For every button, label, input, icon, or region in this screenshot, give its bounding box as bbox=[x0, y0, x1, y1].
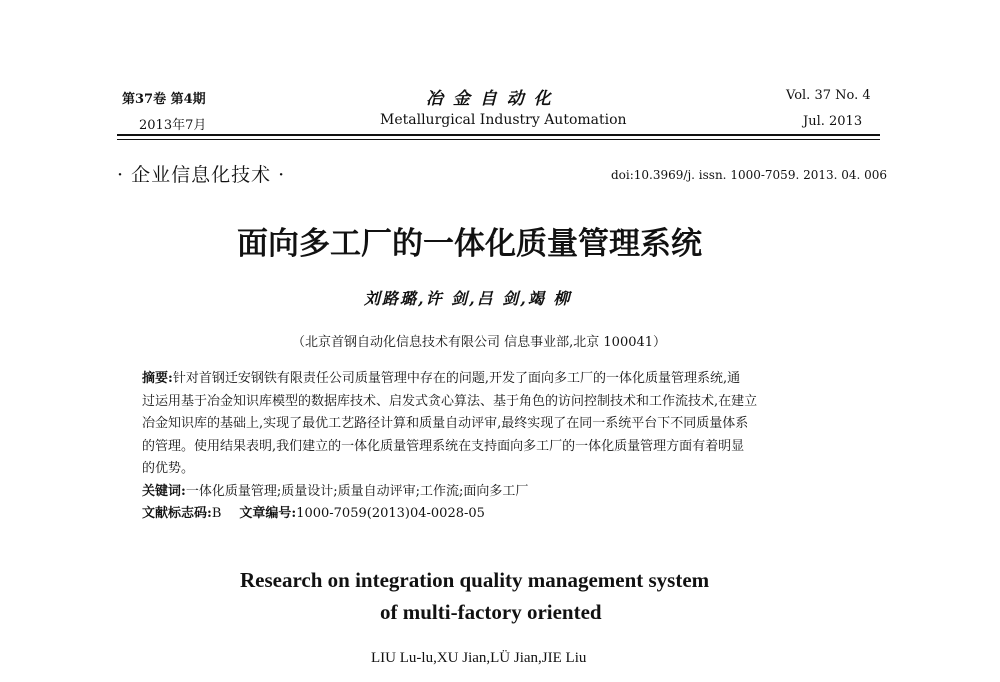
header-rule-bottom bbox=[117, 139, 880, 140]
date-en: Jul. 2013 bbox=[803, 114, 863, 129]
date-cn: 2013年7月 bbox=[139, 118, 207, 133]
journal-title-en: Metallurgical Industry Automation bbox=[380, 112, 627, 128]
journal-title-cn: 冶 金 自 动 化 bbox=[426, 89, 553, 109]
abstract-line-2: 过运用基于冶金知识库模型的数据库技术、启发式贪心算法、基于角色的访问控制技术和工作流技术,在建立 bbox=[142, 393, 758, 409]
keywords-line bbox=[142, 481, 862, 504]
doc-code-label: 文献标志码: bbox=[142, 506, 212, 521]
keywords-text: 一体化质量管理;质量设计;质量自动评审;工作流;面向多工厂 bbox=[185, 483, 529, 499]
article-title-en-line-1: Research on integration quality management system bbox=[240, 568, 710, 592]
article-title-en-line-2: of multi-factory oriented bbox=[380, 600, 602, 624]
article-number-value: 1000-7059(2013)04-0028-05 bbox=[296, 506, 485, 521]
volume-issue-en: Vol. 37 No. 4 bbox=[786, 88, 871, 103]
abstract-line-4: 的管理。使用结果表明,我们建立的一体化质量管理系统在支持面向多工厂的一体化质量管理方面有着明显 bbox=[142, 438, 745, 454]
authors-en: LIU Lu-lu,XU Jian,LÜ Jian,JIE Liu bbox=[371, 650, 587, 666]
abstract bbox=[142, 368, 862, 526]
classification-line bbox=[142, 503, 862, 526]
article-title-cn: 面向多工厂的一体化质量管理系统 bbox=[237, 226, 702, 262]
section-heading: · 企业信息化技术 · bbox=[117, 164, 286, 186]
doi: doi:10.3969/j. issn. 1000-7059. 2013. 04. 006 bbox=[611, 168, 888, 182]
authors-cn: 刘路璐,许 剑,吕 剑,竭 柳 bbox=[364, 289, 572, 308]
doc-code-value: B bbox=[211, 506, 222, 521]
keywords-label: 关键词: bbox=[142, 483, 186, 499]
header-rule-top bbox=[117, 134, 880, 136]
abstract-label: 摘要: bbox=[142, 371, 173, 386]
abstract-line-3: 冶金知识库的基础上,实现了最优工艺路径计算和质量自动评审,最终实现了在同一系统平台下不同质量体系 bbox=[142, 416, 749, 431]
affiliation-cn: （北京首钢自动化信息技术有限公司 信息事业部,北京 100041） bbox=[292, 335, 667, 350]
abstract-line-5: 的优势。 bbox=[142, 461, 195, 476]
abstract-text-1: 针对首钢迁安钢铁有限责任公司质量管理中存在的问题,开发了面向多工厂的一体化质量管理系统,通 bbox=[172, 371, 741, 386]
article-number-label: 文章编号: bbox=[239, 506, 297, 521]
abstract-line-1 bbox=[142, 368, 862, 391]
volume-issue-cn: 第37卷 第4期 bbox=[122, 92, 206, 107]
